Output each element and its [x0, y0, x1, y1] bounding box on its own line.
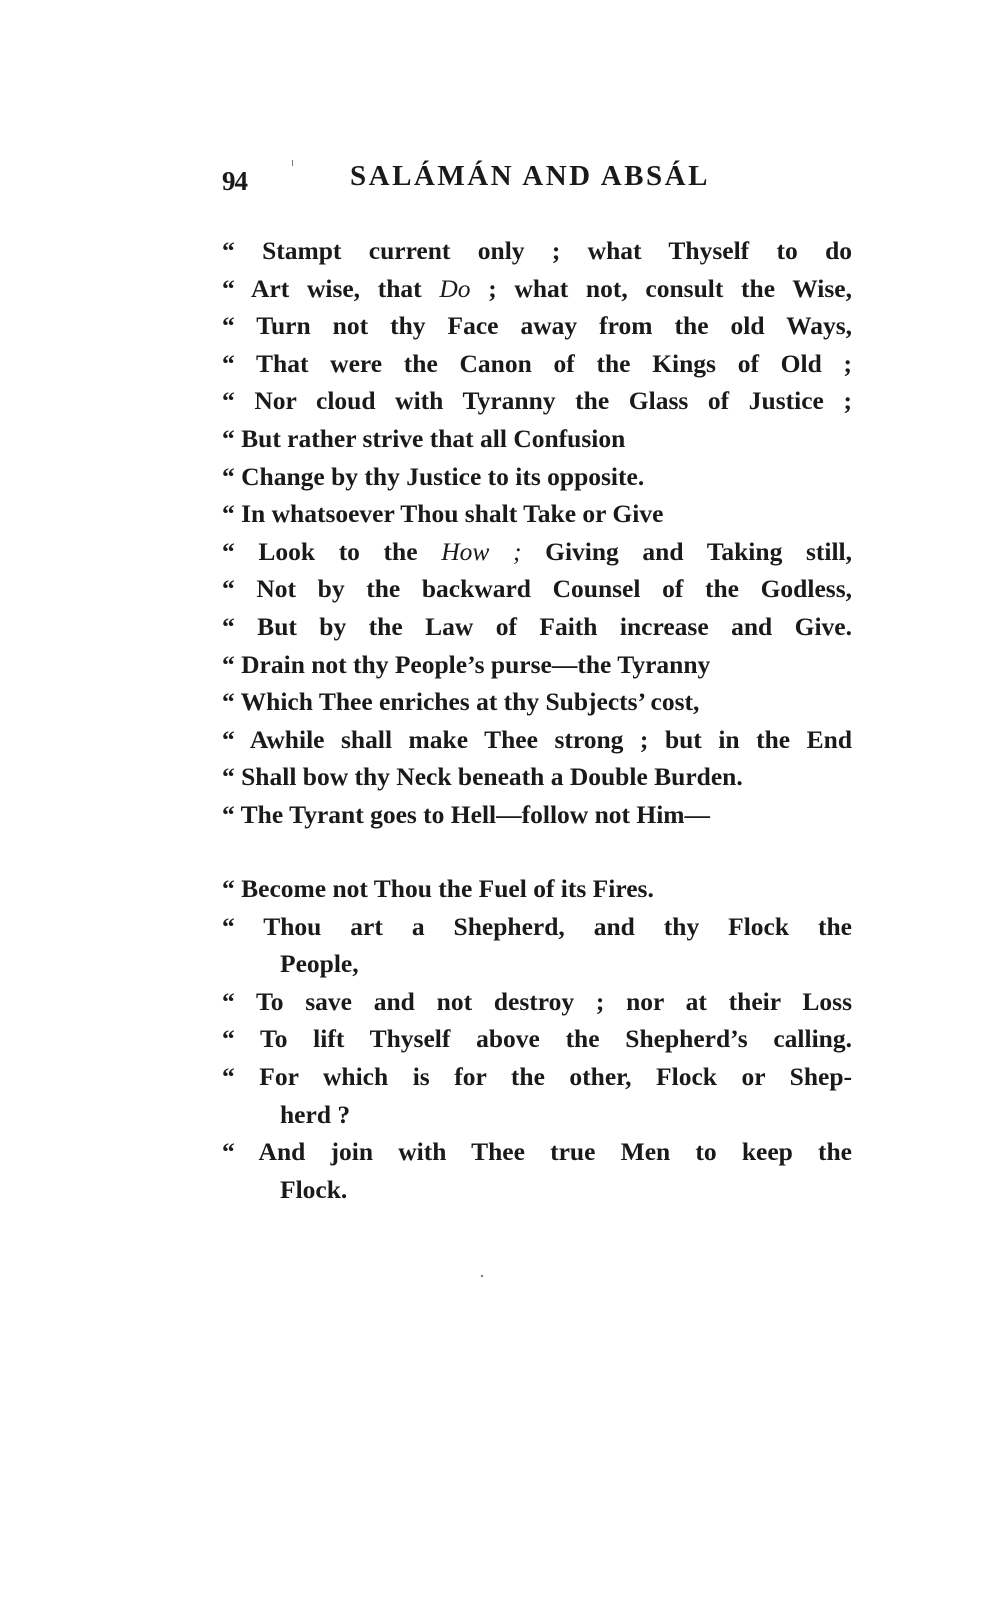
verse-line: “ And join with Thee true Men to keep the — [222, 1137, 852, 1167]
verse-line-text: ; what not, consult the Wise, — [470, 273, 852, 303]
verse-line: “ Nor cloud with Tyranny the Glass of Justice ; — [222, 386, 852, 416]
italic-word: Do — [439, 273, 471, 303]
verse-line: “ But by the Law of Faith increase and Give. — [222, 611, 852, 641]
verse-line: “ That were the Canon of the Kings of Old ; — [222, 348, 852, 378]
verse-line: “ Stampt current only ; what Thyself to do — [222, 236, 852, 265]
verse-line: “ Which Thee enriches at thy Subjects’ cost, — [222, 687, 700, 717]
page-number: 94 — [222, 166, 247, 196]
verse-line — [222, 533, 852, 571]
print-speck — [481, 1275, 483, 1277]
verse-line-text: “ Art wise, that — [222, 273, 440, 303]
verse-line: “ In whatsoever Thou shalt Take or Give — [222, 499, 664, 529]
verse-line: “ Shall bow thy Neck beneath a Double Burden. — [222, 762, 743, 792]
verse-line: “ Drain not thy People’s purse—the Tyranny — [222, 649, 711, 679]
verse-line-text: Giving and Taking still, — [521, 536, 852, 566]
verse-line: “ To lift Thyself above the Shepherd’s calling. — [222, 1024, 852, 1054]
running-title: SALÁMÁN AND ABSÁL — [350, 160, 710, 192]
verse-line: “ Not by the backward Counsel of the Godless, — [222, 574, 852, 604]
verse-line — [222, 270, 852, 308]
page-header — [222, 160, 782, 200]
verse-line-turnover: People, — [280, 949, 359, 979]
verse-line: “ Thou art a Shepherd, and thy Flock the — [222, 911, 852, 941]
verse-line: “ Change by thy Justice to its opposite. — [222, 461, 645, 491]
verse-stanza-2 — [222, 870, 852, 1208]
verse-line: “ Turn not thy Face away from the old Ways, — [222, 311, 852, 341]
verse-line-text: “ Look to the — [222, 536, 442, 566]
verse-line: “ The Tyrant goes to Hell—follow not Him— — [222, 799, 711, 829]
italic-word: How ; — [441, 536, 522, 566]
verse-line-turnover: Flock. — [280, 1174, 348, 1204]
verse-line: “ For which is for the other, Flock or Shep- — [222, 1061, 852, 1091]
verse-line-turnover: herd ? — [280, 1099, 351, 1129]
verse-line: “ To save and not destroy ; nor at their Loss — [222, 986, 852, 1016]
verse-line: “ But rather strive that all Confusion — [222, 423, 626, 453]
verse-line: “ Become not Thou the Fuel of its Fires. — [222, 874, 654, 903]
verse-stanza-1 — [222, 232, 852, 834]
verse-line: “ Awhile shall make Thee strong ; but in the End — [222, 724, 852, 754]
